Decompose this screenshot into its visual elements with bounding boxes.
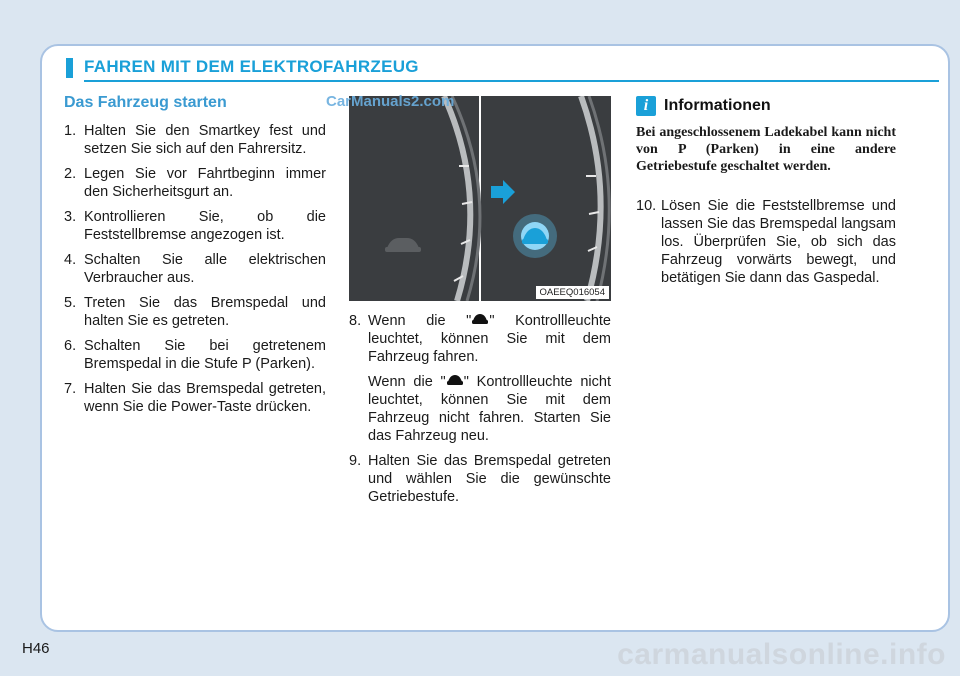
list-item: 5. Treten Sie das Bremspedal und halten Sie es getreten.	[64, 295, 326, 329]
watermark-text: CarManuals2.com	[326, 93, 455, 110]
header-rule	[84, 80, 939, 82]
instrument-cluster-figure	[349, 96, 611, 301]
site-watermark: carmanualsonline.info	[617, 638, 946, 671]
info-icon: i	[636, 96, 656, 116]
info-text: Bei angeschlossenem Ladekabel kann nicht von P (Parken) in eine andere Getriebestufe geschaltet werden.	[636, 125, 896, 174]
list-item-continuation: Wenn die " " Kontrollleuchte nicht leuchtet, können Sie mit dem Fahrzeug nicht fahren. Starten Sie das Fahrzeug neu.	[368, 374, 611, 444]
list-item: 3. Kontrollieren Sie, ob die Feststellbremse angezogen ist.	[64, 209, 326, 243]
column-middle	[349, 312, 611, 513]
list-item: 10. Lösen Sie die Feststellbremse und lassen Sie das Bremspedal langsam los. Überprüfen Sie, ob sich das Fahrzeug vorwärts bewegt, und betätigen Sie dann das Gaspedal.	[636, 198, 896, 286]
ready-car-icon	[471, 313, 489, 327]
list-item: 9. Halten Sie das Bremspedal getreten und wählen Sie die gewünschte Getriebestufe.	[349, 453, 611, 505]
page-header: FAHREN MIT DEM ELEKTROFAHRZEUG	[84, 57, 419, 76]
list-item: 4. Schalten Sie alle elektrischen Verbraucher aus.	[64, 252, 326, 286]
column-right	[636, 96, 896, 287]
column-left	[64, 94, 326, 423]
ready-indicator-on-icon	[513, 214, 557, 258]
list-item: 6. Schalten Sie bei getretenem Bremspedal in die Stufe P (Parken).	[64, 338, 326, 372]
header-accent-bar	[66, 58, 73, 78]
list-item: 7. Halten Sie das Bremspedal getreten, wenn Sie die Power-Taste drücken.	[64, 381, 326, 415]
cluster-illustration	[349, 96, 611, 301]
info-title: Informationen	[664, 97, 771, 114]
ready-car-icon	[446, 374, 464, 388]
section-title: Das Fahrzeug starten	[64, 94, 227, 111]
list-item: 8. Wenn die " " Kontrollleuchte leuchtet, können Sie mit dem Fahrzeug fahren.	[349, 313, 611, 365]
list-item: 1. Halten Sie den Smartkey fest und setzen Sie sich auf den Fahrersitz.	[64, 123, 326, 157]
info-header	[636, 96, 896, 116]
step-list	[64, 122, 326, 416]
figure-caption: OAEEQ016054	[536, 286, 610, 299]
list-item: 2. Legen Sie vor Fahrtbeginn immer den Sicherheitsgurt an.	[64, 166, 326, 200]
page-number: H46	[22, 640, 50, 657]
